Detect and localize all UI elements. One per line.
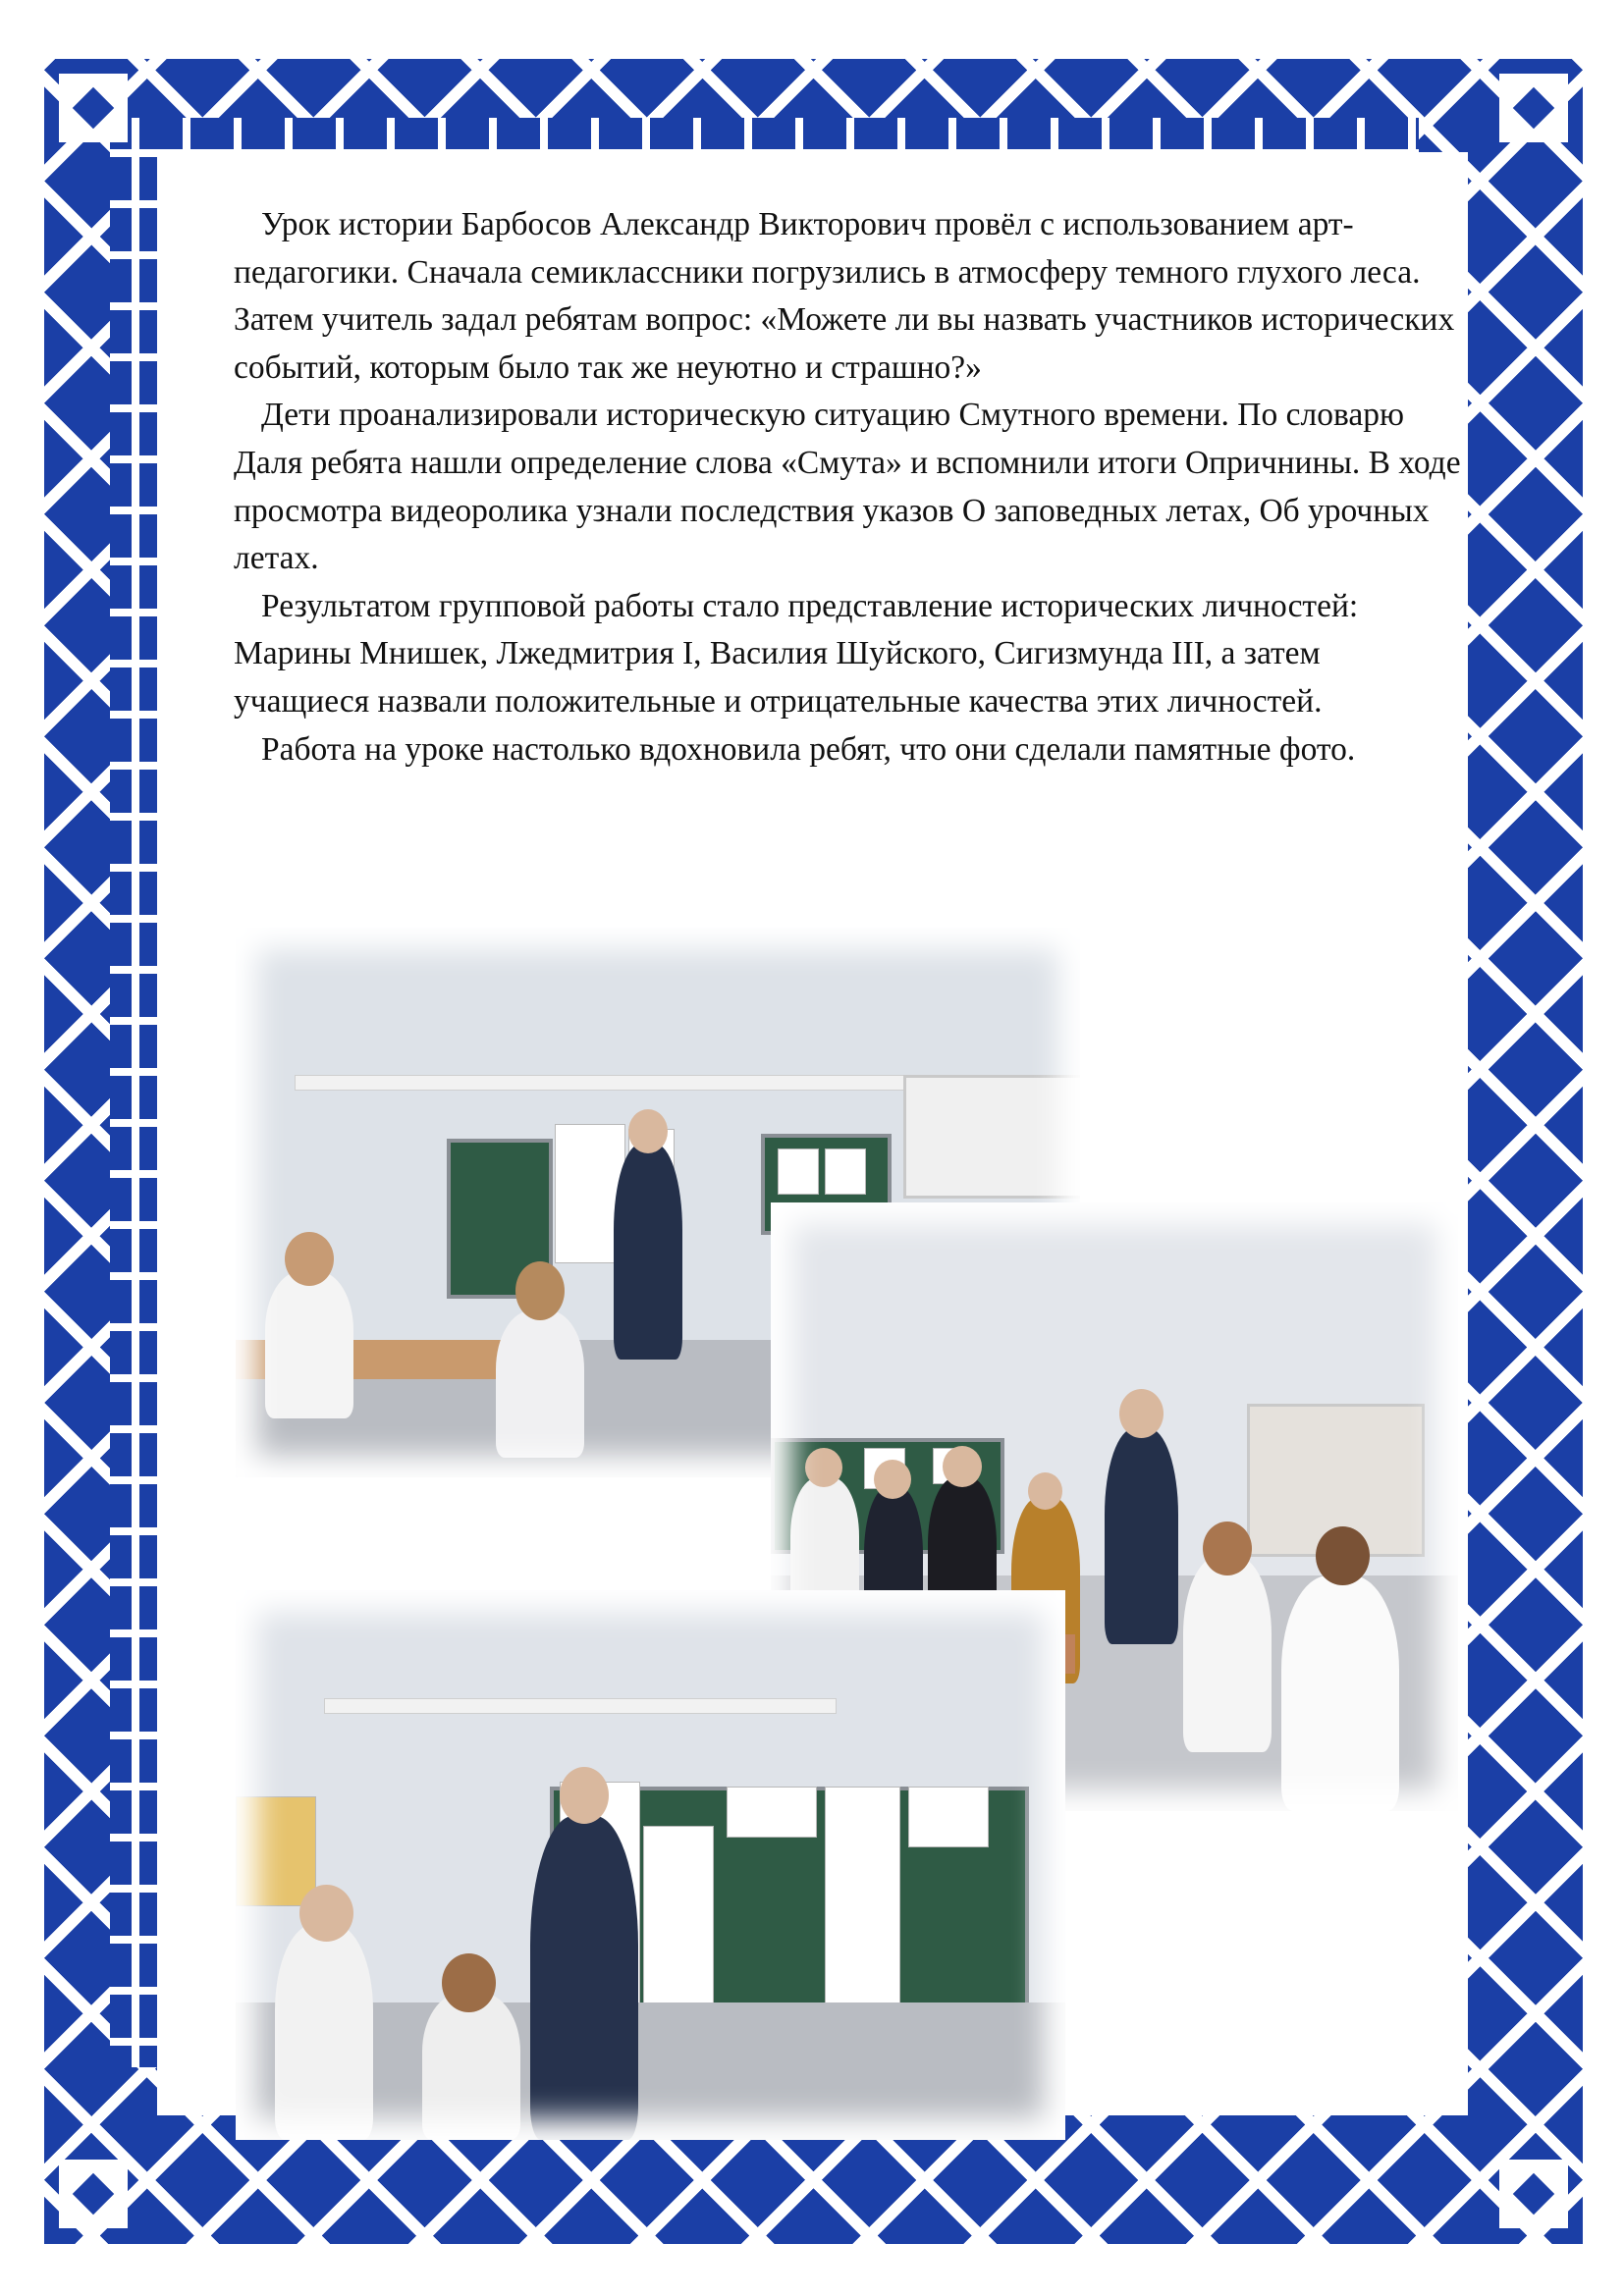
paragraph-3: Результатом групповой работы стало представление исторических личностей: Марины Мнишек, Лжедмитрия I, Василия Шуйского, Сигизмунда III, а затем учащиеся назвали положительные и отрицательные качества этих личностей.: [234, 587, 1359, 720]
paragraph-2: Дети проанализировали историческую ситуацию Смутного времени. По словарю Даля ребята нашли определение слова «Смута» и вспомнили итоги Опричнины. В ходе просмотра видеоролика узнали последствия указов О заповедных летах, Об урочных летах.: [234, 397, 1461, 577]
corner-ornament-top-left: [59, 74, 128, 142]
corner-ornament-bottom-right: [1499, 2160, 1568, 2228]
paragraph-1: Урок истории Барбосов Александр Викторович провёл с использованием арт-педагогики. Сначала семиклассники погрузились в атмосферу темного глухого леса. Затем учитель задал ребятам вопрос: «Можете ли вы назвать участников исторических событий, которым было так же неуютно и страшно?»: [234, 206, 1455, 386]
corner-ornament-top-right: [1499, 74, 1568, 142]
paragraph-4: Работа на уроке настолько вдохновила ребят, что они сделали памятные фото.: [261, 730, 1356, 768]
teacher-pointing-board-photo: [236, 1590, 1065, 2140]
article-text: [234, 201, 1461, 774]
corner-ornament-bottom-left: [59, 2160, 128, 2228]
